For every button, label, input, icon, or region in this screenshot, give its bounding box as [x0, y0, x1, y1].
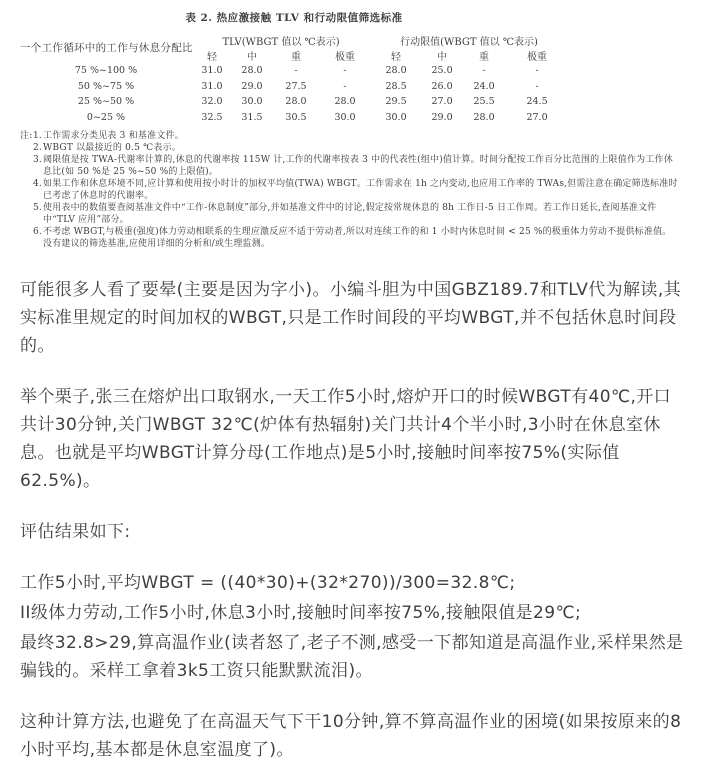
- table-cell: -: [535, 80, 539, 92]
- table-note: [20, 154, 680, 178]
- row-label: 0~25 %: [86, 111, 126, 123]
- table-cell: -: [482, 65, 486, 77]
- note-number: 5.: [33, 203, 42, 213]
- note-text: 工作需求分类见表 3 和基准文件。: [43, 131, 184, 141]
- table-cell: -: [343, 80, 347, 92]
- table-cell: -: [343, 65, 347, 77]
- article-paragraph: 可能很多人看了要晕(主要是因为字小)。小编斗胆为中国GBZ189.7和TLV代为解读,其实标准里规定的时间加权的WBGT,只是工作时间段的平均WBGT,并不包括休息时间段的。: [20, 280, 682, 356]
- table-cell: 26.0: [431, 80, 453, 92]
- row-label: 75 %~100 %: [74, 65, 138, 77]
- table-group-header-action-limit: 行动限值(WBGT 值以 ℃表示): [400, 36, 538, 48]
- table-cell: 27.0: [431, 96, 453, 108]
- table-row: [20, 94, 568, 110]
- table-note: [20, 130, 680, 142]
- table-cell: 28.5: [385, 80, 407, 92]
- col-header-al-heavy: 重: [479, 52, 490, 63]
- note-number: 2.: [33, 143, 42, 153]
- table-group-header-tlv: TLV(WBGT 值以 ℃表示): [222, 36, 340, 48]
- table-cell: 29.0: [431, 111, 453, 123]
- table-cell: 30.0: [241, 96, 263, 108]
- table-cell: 29.5: [385, 96, 407, 108]
- table-row-header: 一个工作循环中的工作与休息分配比: [20, 42, 193, 54]
- table-title: 表 2. 热应激接触 TLV 和行动限值筛选标准: [185, 12, 403, 24]
- table-cell: 32.5: [201, 111, 223, 123]
- table-note: [20, 202, 680, 226]
- table-cell: 32.0: [201, 96, 223, 108]
- table-cell: 31.5: [241, 111, 263, 123]
- embedded-standard-table: [0, 0, 705, 250]
- table-cell: 28.0: [334, 96, 356, 108]
- article-paragraph: 最终32.8>29,算高温作业(读者怒了,老子不测,感受一下都知道是高温作业,采样果然是骗钱的。采样工拿着3k5工资只能默默流泪)。: [20, 633, 684, 681]
- table-cell: 28.0: [473, 111, 495, 123]
- article-paragraph-formula: 工作5小时,平均WBGT = ((40*30)+(32*270))/300=32.8℃;: [20, 573, 516, 593]
- notes-label: 注:: [20, 131, 33, 141]
- table-note: [20, 142, 680, 154]
- tlv-action-limit-table: [20, 32, 568, 125]
- table-note: [20, 226, 680, 250]
- table-cell: 28.0: [285, 96, 307, 108]
- row-label: 25 %~50 %: [77, 96, 135, 108]
- table-cell: -: [535, 65, 539, 77]
- note-number: 6.: [33, 227, 42, 237]
- table-cell: 25.0: [431, 65, 453, 77]
- col-header-tlv-very-heavy: 极重: [335, 52, 356, 63]
- note-text: 阈限值是按 TWA-代谢率计算的,休息的代谢率按 115W 计,工作的代谢率按表 3 中的代表性(组中)值计算。时间分配按工作百分比范围的上限值作为工作休息比(如 50 %是 25 %~50 %的上限值)。: [43, 155, 673, 177]
- note-number: 4.: [33, 179, 42, 189]
- article-paragraph: 举个栗子,张三在熔炉出口取钢水,一天工作5小时,熔炉开口的时候WBGT有40℃,开口共计30分钟,关门WBGT 32℃(炉体有热辐射)关门共计4个半小时,3小时在休息室休息。也就是平均WBGT计算分母(工作地点)是5小时,接触时间率按75%(实际值62.5%)。: [20, 387, 672, 491]
- note-text: 使用表中的数值要查阅基准文件中“工作-休息制度”部分,并如基准文件中的讨论,假定按常规休息的 8h 工作日-5 日工作周。若工作日延长,查阅基准文件中“TLV 应用”部分。: [43, 203, 657, 225]
- article-body: [0, 250, 705, 764]
- note-number: 3.: [33, 155, 42, 165]
- col-header-tlv-medium: 中: [247, 52, 257, 63]
- table-group-header-row: [20, 32, 568, 48]
- table-note: [20, 178, 680, 202]
- table-row: [20, 79, 568, 95]
- article-paragraph-formula: II级体力劳动,工作5小时,休息3小时,接触时间率按75%,接触限值是29℃;: [20, 603, 582, 623]
- table-cell: 29.0: [241, 80, 263, 92]
- col-header-al-light: 轻: [391, 52, 402, 63]
- note-number: 1.: [33, 131, 42, 141]
- table-row: [20, 110, 568, 126]
- note-text: 不考虑 WBGT,与极重(强度)体力劳动相联系的生理应激反应不适于劳动者,所以对连续工作的和 1 小时内休息时间 < 25 %的极重体力劳动不提供标准值。没有建议的筛选基准,应使用详细的分析和/或生理监测。: [43, 227, 672, 249]
- table-cell: 31.0: [201, 80, 223, 92]
- table-cell: 24.0: [473, 80, 495, 92]
- note-text: WBGT 以最接近的 0.5 ℃表示。: [43, 143, 181, 153]
- table-cell: 24.5: [526, 96, 548, 108]
- col-header-tlv-heavy: 重: [291, 52, 301, 63]
- table-cell: 28.0: [241, 65, 263, 77]
- table-cell: -: [294, 65, 298, 77]
- article-paragraph: 评估结果如下:: [20, 522, 131, 542]
- table-cell: 30.0: [334, 111, 356, 123]
- col-header-tlv-light: 轻: [207, 52, 217, 63]
- article-paragraph: 这种计算方法,也避免了在高温天气下干10分钟,算不算高温作业的困境(如果按原来的8小时平均,基本都是休息室温度了)。: [20, 712, 682, 760]
- col-header-al-very-heavy: 极重: [527, 52, 548, 63]
- row-label: 50 %~75 %: [77, 80, 135, 92]
- table-cell: 28.0: [385, 65, 407, 77]
- table-cell: 27.5: [285, 80, 307, 92]
- table-cell: 30.0: [385, 111, 407, 123]
- note-text: 如果工作和休息环境不同,应计算和使用按小时计的加权平均值(TWA) WBGT。工作需求在 1h 之内变动,也应用工作率的 TWAs,但需注意在确定筛选标准时已考虑了休息时的代谢率。: [43, 179, 678, 201]
- table-cell: 31.0: [201, 65, 223, 77]
- table-cell: 27.0: [526, 111, 548, 123]
- table-cell: 25.5: [473, 96, 495, 108]
- table-cell: 30.5: [285, 111, 307, 123]
- table-row: [20, 63, 568, 79]
- col-header-al-medium: 中: [437, 52, 448, 63]
- table-notes: [20, 130, 680, 250]
